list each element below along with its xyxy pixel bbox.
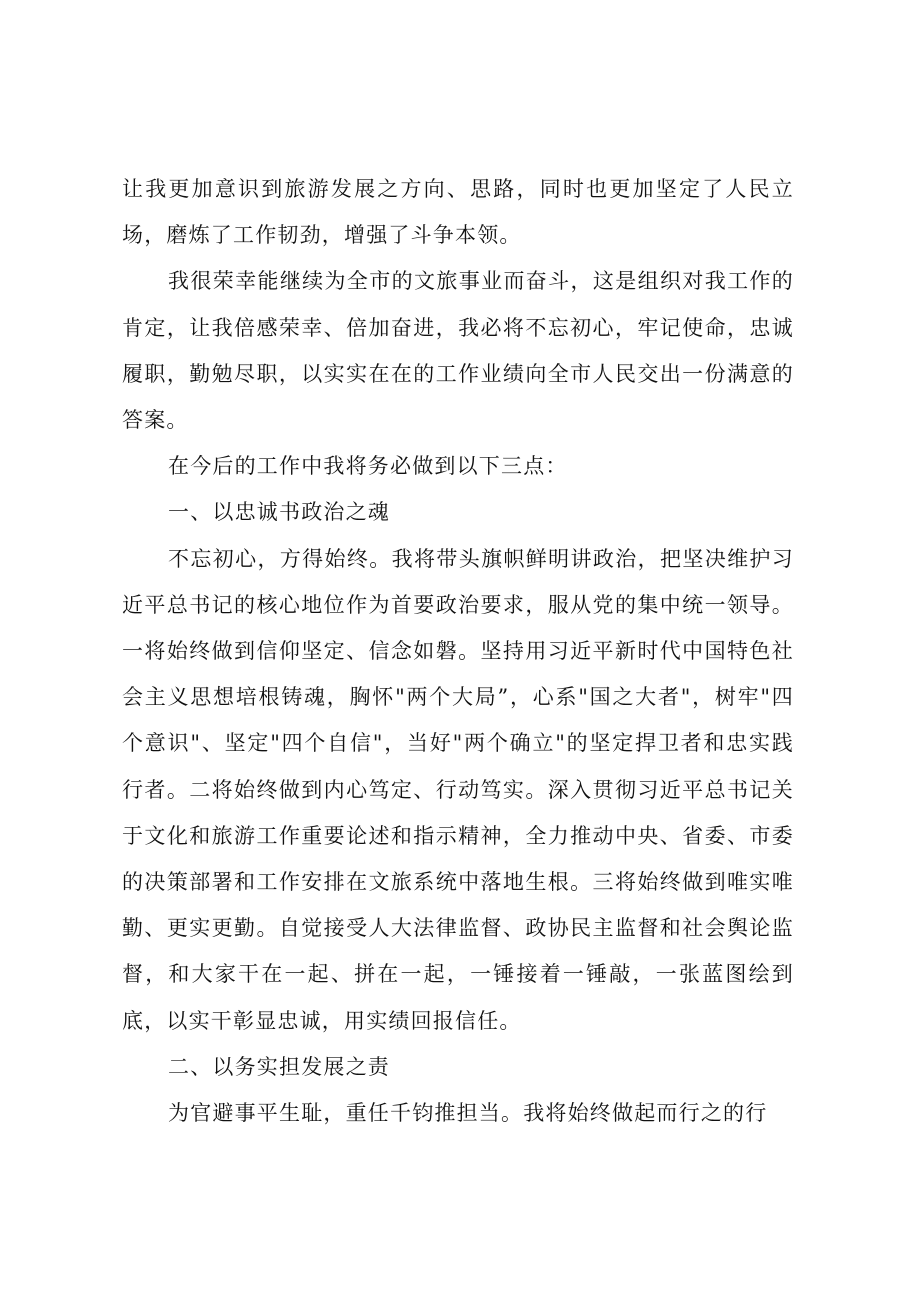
paragraph-three-points-intro: 在今后的工作中我将务必做到以下三点： xyxy=(168,454,568,479)
paragraph-honor: 我很荣幸能继续为全市的文旅事业而奋斗，这是组织对我工作的肯定，让我倍感荣幸、倍加奋进，我必将不忘初心，牢记使命，忠诚履职，勤勉尽职，以实实在在的工作业绩向全市人民交出一份满意的答案。 xyxy=(122,269,794,433)
document-body xyxy=(122,166,794,1136)
paragraph-loyalty: 不忘初心，方得始终。我将带头旗帜鲜明讲政治，把坚决维护习近平总书记的核心地位作为首要政治要求，服从党的集中统一领导。一将始终做到信仰坚定、信念如磐。坚持用习近平新时代中国特色社会主义思想培根铸魂，胸怀"两个大局”，心系"国之大者"，树牢"四个意识"、坚定"四个自信"，当好"两个确立"的坚定捍卫者和忠实践行者。二将始终做到内心笃定、行动笃实。深入贯彻习近平总书记关于文化和旅游工作重要论述和指示精神，全力推动中央、省委、市委的决策部署和工作安排在文旅系统中落地生根。三将始终做到唯实唯勤、更实更勤。自觉接受人大法律监督、政协民主监督和社会舆论监督，和大家干在一起、拼在一起，一锤接着一锤敲，一张蓝图绘到底，以实干彰显忠诚，用实绩回报信任。 xyxy=(122,546,794,1033)
section-heading-1: 一、以忠诚书政治之魂 xyxy=(168,500,390,525)
paragraph-responsibility: 为官避事平生耻，重任千钧推担当。我将始终做起而行之的行 xyxy=(168,1101,768,1126)
section-heading-2: 二、以务实担发展之责 xyxy=(168,1054,390,1079)
paragraph-continuation: 让我更加意识到旅游发展之方向、思路，同时也更加坚定了人民立场，磨炼了工作韧劲，增强了斗争本领。 xyxy=(122,177,794,248)
